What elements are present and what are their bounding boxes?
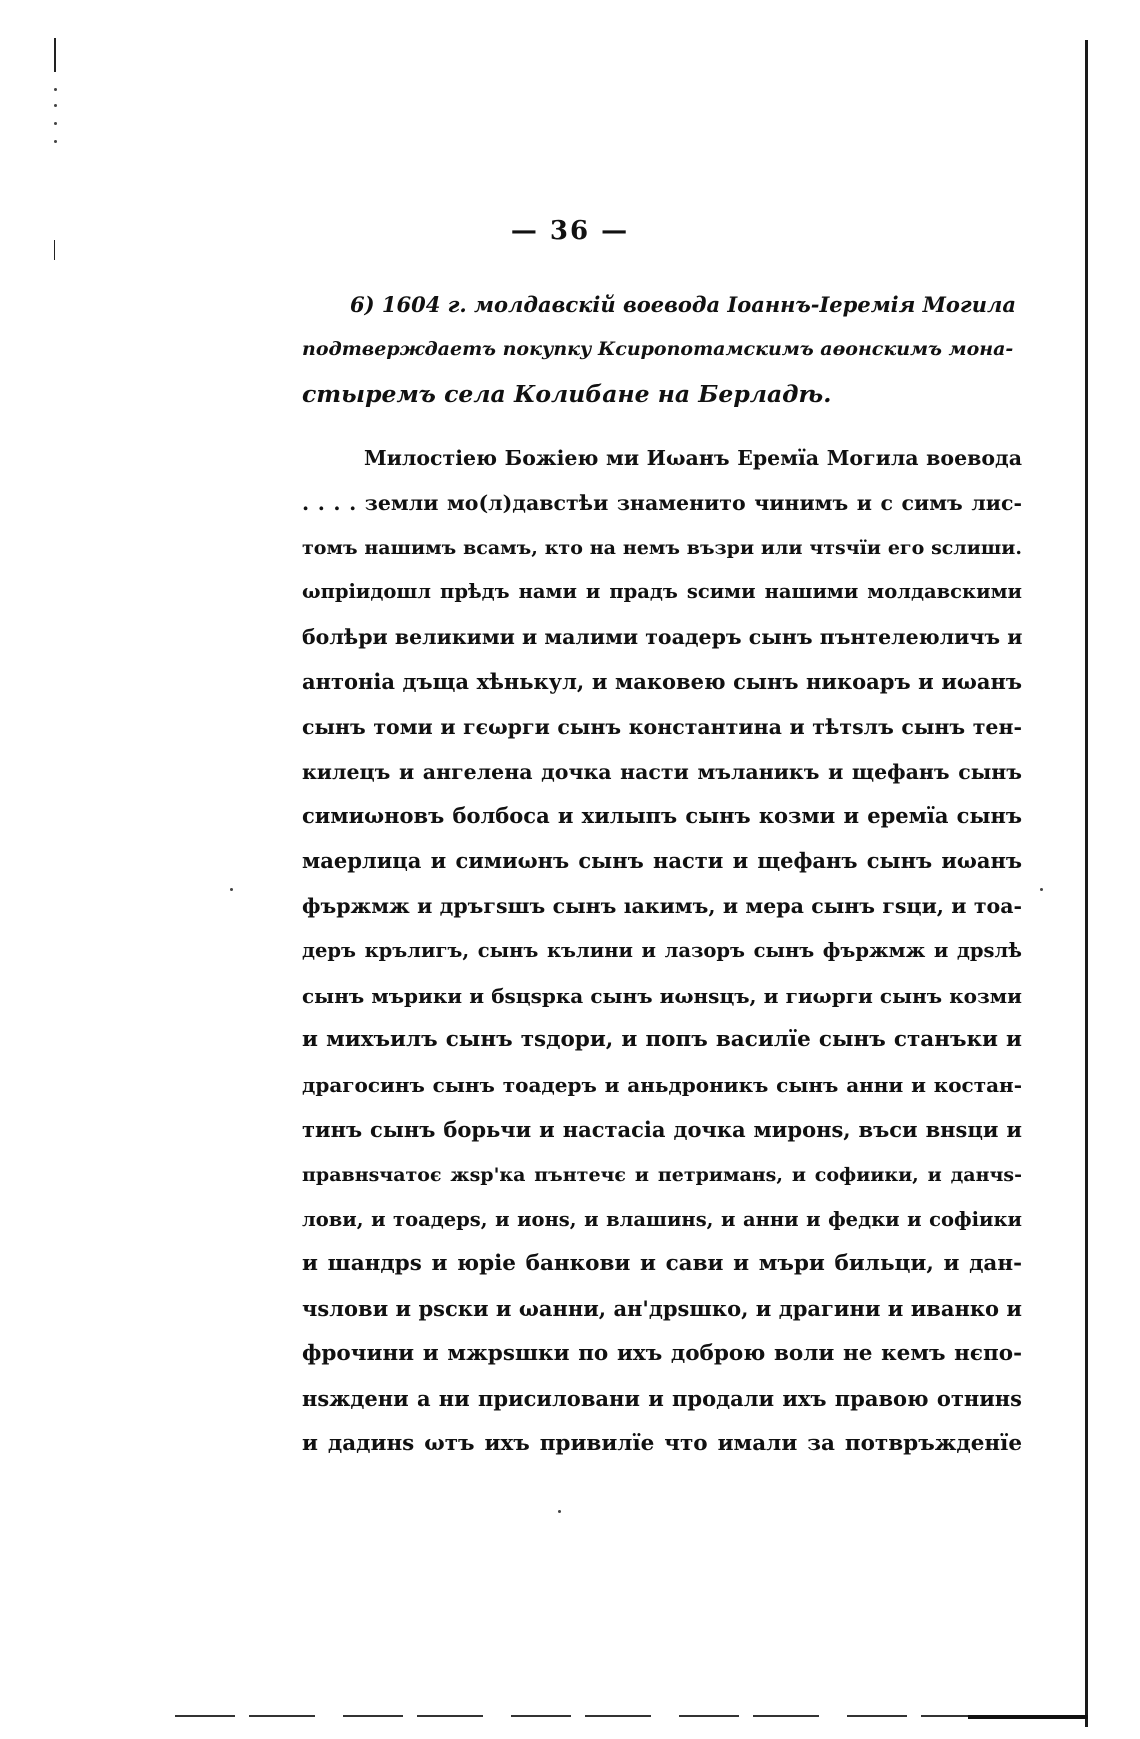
body-line: и михъилъ сынъ тѕдори, и попъ василїе сынъ станъки и	[302, 1027, 1022, 1053]
body-line: симиωновъ болбоса и хилыпъ сынъ козми и еремїа сынъ	[302, 803, 1022, 829]
document-heading	[302, 282, 1022, 417]
body-line: томъ нашимъ всамъ, кто на немъ възри или чтѕчїи его ѕслиши.	[302, 536, 1022, 559]
body-line: чѕлови и рѕски и ωанни, ан'дрѕшко, и драгини и иванко и	[302, 1296, 1022, 1322]
body-line: и дадинѕ ωтъ ихъ привилїе что имали за потвръжденїе	[302, 1430, 1022, 1456]
document-body	[302, 436, 1022, 1466]
body-line: фържмж и дръгѕшъ сынъ ıакимъ, и мера сынъ гѕци, и тоа-	[302, 893, 1022, 918]
body-line: ωпріидошл прѣдъ нами и прадъ ѕсими нашими молдавскими	[302, 580, 1022, 604]
body-line: антоніа дъща хѣнькул, и маковею сынъ никоаръ и иωанъ	[302, 668, 1022, 694]
scan-page-edge-bottom	[175, 1715, 1088, 1717]
scan-speck	[230, 888, 233, 891]
body-line: маерлица и симиωнъ сынъ насти и щефанъ сынъ иωанъ	[302, 848, 1022, 874]
scan-page-edge-right	[1085, 40, 1088, 1727]
body-line: лови, и тоадерѕ, и ионѕ, и влашинѕ, и анни и федки и софіики	[302, 1207, 1022, 1231]
body-line: болѣри великими и малими тоадеръ сынъ пънтелеюличъ и	[302, 625, 1023, 650]
body-line: деръ крълигъ, сынъ кълини и лазоръ сынъ фържмж и дрѕлѣ	[302, 938, 1022, 962]
body-line: Милостіею Божіею ми Иωанъ Еремїа Могила воевода	[364, 446, 1022, 470]
scan-speck	[54, 88, 57, 91]
scan-speck	[558, 1510, 561, 1513]
heading-line: 6) 1604 г. молдавскій воевода Іоаннъ-Іеремія Могила	[350, 292, 1016, 317]
page-number: — 36 —	[510, 216, 630, 246]
scan-margin-mark	[54, 38, 56, 72]
body-line: правнѕчатоє жѕр'ка пънтечє и петриманѕ, и софиики, и данчѕ-	[302, 1163, 1022, 1186]
heading-line: подтверждаетъ покупку Ксиропотамскимъ аөонскимъ мона-	[302, 338, 1014, 360]
scan-speck	[54, 140, 57, 143]
body-line: сынъ томи и гєωрги сынъ константина и тѣтѕлъ сынъ тен-	[302, 714, 1022, 739]
scan-page-edge-corner	[968, 1715, 1088, 1719]
body-line: фрочини и мжрѕшки по ихъ доброю воли не кемъ нєпо-	[302, 1340, 1022, 1366]
body-line: килецъ и ангелена дочка насти мъланикъ и щефанъ сынъ	[302, 759, 1022, 784]
scan-speck	[54, 122, 57, 125]
body-line: нѕждени а ни присиловани и продали ихъ правою отнинѕ	[302, 1385, 1022, 1411]
body-line: тинъ сынъ борьчи и настасіа дочка миронѕ, въси внѕци и	[302, 1116, 1022, 1142]
scan-speck	[1040, 888, 1043, 891]
body-line: сынъ мърики и бѕцѕрка сынъ иωнѕцъ, и гиωрги сынъ козми	[302, 983, 1022, 1008]
body-line: и шандрѕ и юріе банкови и сави и мъри бильци, и дан-	[302, 1251, 1022, 1277]
body-line: . . . . земли мо(л)давстѣи знаменито чинимъ и с симъ лис-	[302, 490, 1022, 515]
heading-line: стыремъ села Колибане на Берладѣ.	[302, 380, 832, 408]
scan-speck	[54, 104, 57, 107]
body-line: драгосинъ сынъ тоадеръ и аньдроникъ сынъ анни и костан-	[302, 1073, 1022, 1098]
